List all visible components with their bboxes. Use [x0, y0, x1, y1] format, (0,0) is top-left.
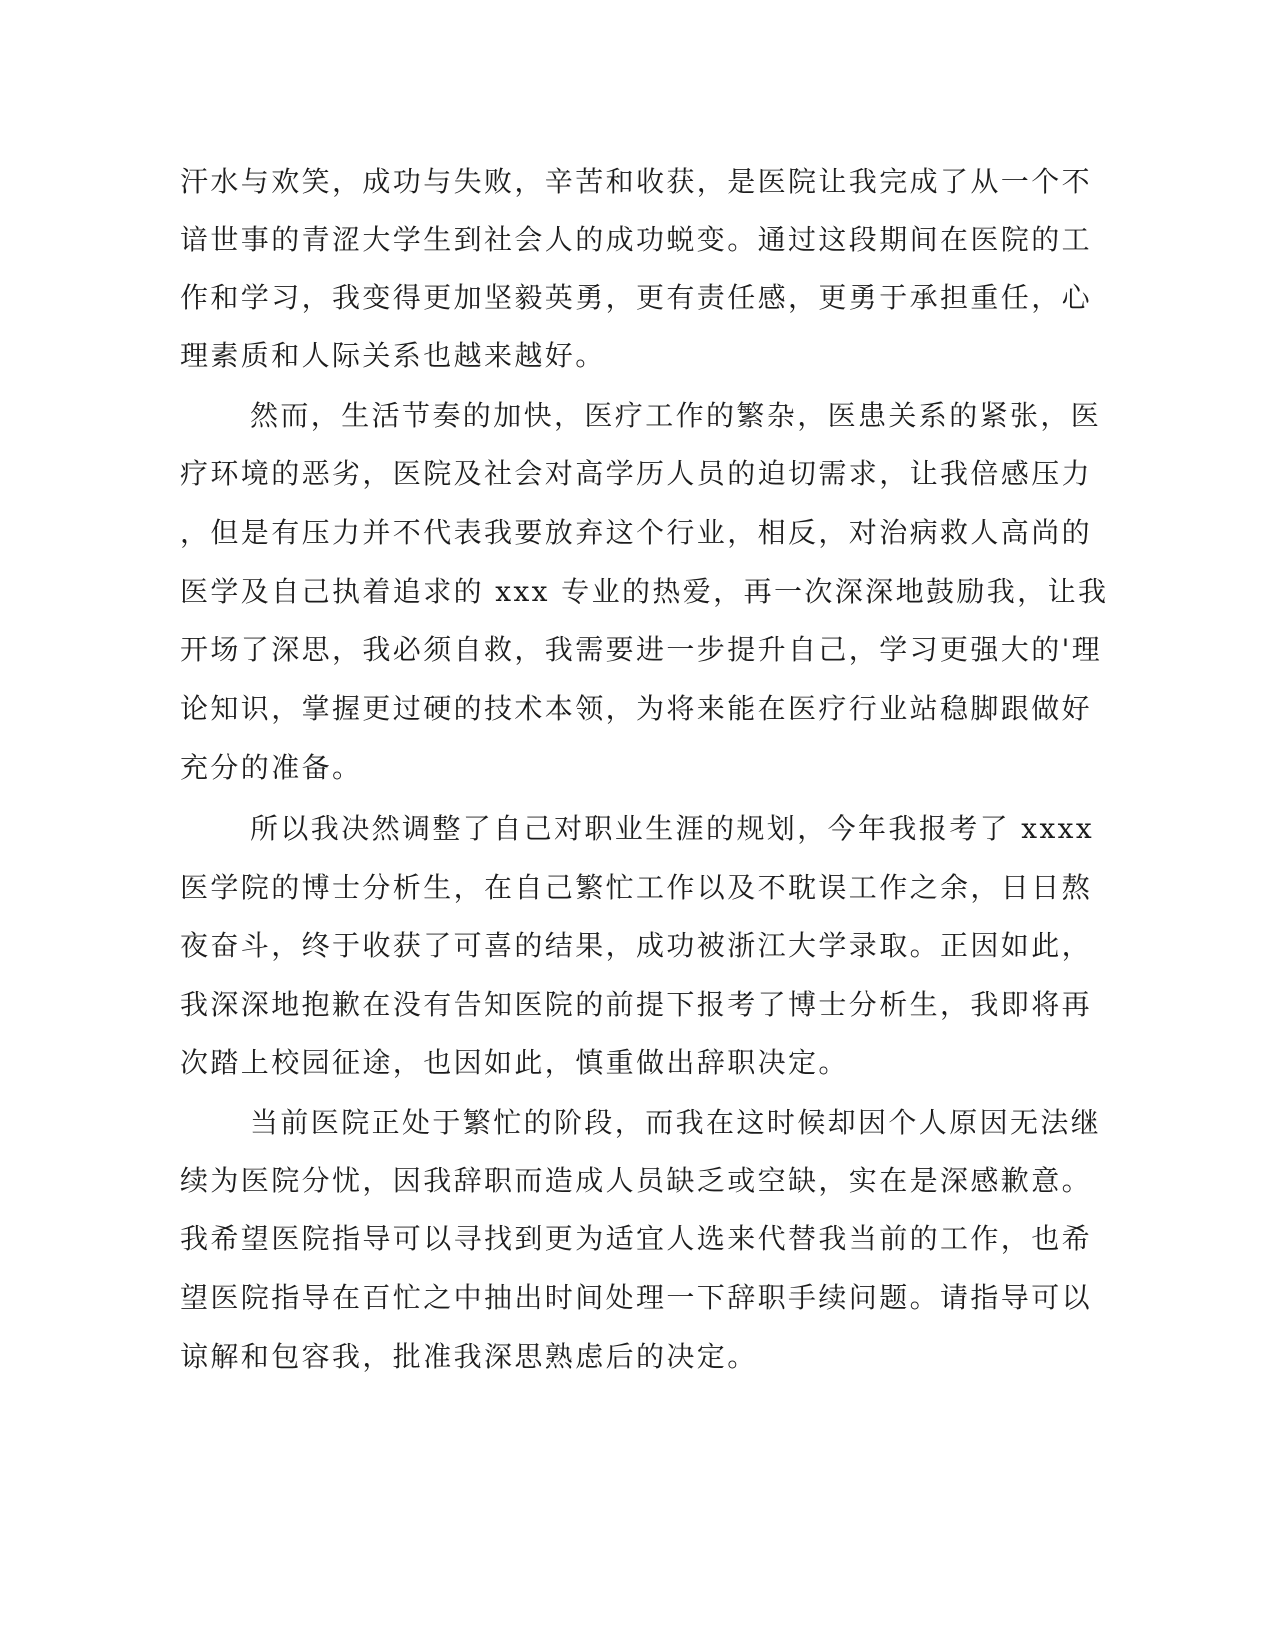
- text-line: [0, 386, 1275, 446]
- text-line: [0, 679, 1275, 739]
- line-text: 医学及自己执着追求的 xxx 专业的热爱，再一次深深地鼓励我，让我: [180, 575, 1109, 608]
- line-text: 理素质和人际关系也越来越好。: [180, 339, 606, 372]
- line-text: 次踏上校园征途，也因如此，慎重做出辞职决定。: [180, 1046, 849, 1079]
- text-line: [0, 858, 1275, 918]
- line-text: 作和学习，我变得更加坚毅英勇，更有责任感，更勇于承担重任，心: [180, 281, 1093, 314]
- line-text: 谅解和包容我，批准我深思熟虑后的决定。: [180, 1340, 758, 1373]
- line-text: 疗环境的恶劣，医院及社会对高学历人员的迫切需求，让我倍感压力: [180, 457, 1093, 490]
- line-text: 续为医院分忧，因我辞职而造成人员缺乏或空缺，实在是深感歉意。: [180, 1164, 1093, 1197]
- line-text: 谙世事的青涩大学生到社会人的成功蜕变。通过这段期间在医院的工: [180, 223, 1093, 256]
- line-text: 开场了深思，我必须自救，我需要进一步提升自己，学习更强大的'理: [180, 633, 1103, 666]
- line-text: 汗水与欢笑，成功与失败，辛苦和收获，是医院让我完成了从一个不: [180, 165, 1093, 198]
- line-text: 望医院指导在百忙之中抽出时间处理一下辞职手续问题。请指导可以: [180, 1281, 1093, 1314]
- text-line: [0, 620, 1275, 680]
- line-text: 我深深地抱歉在没有告知医院的前提下报考了博士分析生，我即将再: [180, 988, 1093, 1021]
- text-line: [0, 1209, 1275, 1269]
- line-text: 充分的准备。: [180, 751, 363, 784]
- text-line: [0, 1033, 1275, 1093]
- line-text: 夜奋斗，终于收获了可喜的结果，成功被浙江大学录取。正因如此，: [180, 929, 1093, 962]
- text-line: [0, 1151, 1275, 1211]
- line-text: ，但是有压力并不代表我要放弃这个行业，相反，对治病救人高尚的: [180, 516, 1093, 549]
- text-line: [0, 1093, 1275, 1153]
- text-line: [0, 444, 1275, 504]
- text-line: [0, 326, 1275, 386]
- text-line: [0, 210, 1275, 270]
- line-text: 所以我决然调整了自己对职业生涯的规划，今年我报考了 xxxx: [250, 812, 1095, 845]
- text-line: [0, 152, 1275, 212]
- line-text: 然而，生活节奏的加快，医疗工作的繁杂，医患关系的紧张，医: [250, 399, 1102, 432]
- text-line: [0, 738, 1275, 798]
- line-text: 我希望医院指导可以寻找到更为适宜人选来代替我当前的工作，也希: [180, 1222, 1093, 1255]
- text-line: [0, 1327, 1275, 1387]
- text-line: [0, 268, 1275, 328]
- text-line: [0, 1268, 1275, 1328]
- text-line: [0, 975, 1275, 1035]
- text-line: [0, 916, 1275, 976]
- line-text: 论知识，掌握更过硬的技术本领，为将来能在医疗行业站稳脚跟做好: [180, 692, 1093, 725]
- text-line: [0, 503, 1275, 563]
- text-line: [0, 799, 1275, 859]
- line-text: 医学院的博士分析生，在自己繁忙工作以及不耽误工作之余，日日熬: [180, 871, 1093, 904]
- text-line: [0, 562, 1275, 622]
- line-text: 当前医院正处于繁忙的阶段，而我在这时候却因个人原因无法继: [250, 1106, 1102, 1139]
